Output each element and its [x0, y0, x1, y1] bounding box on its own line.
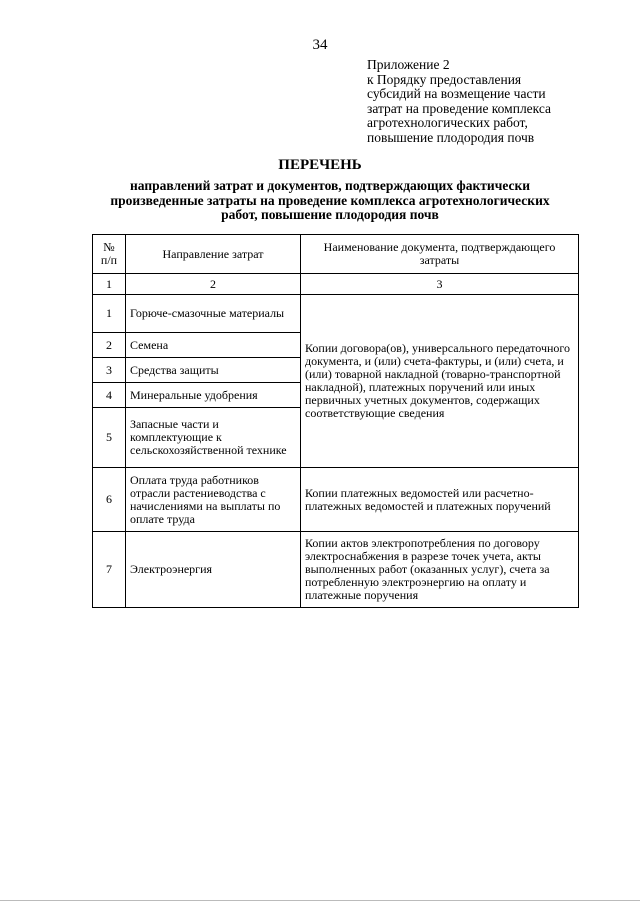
- table-row: [93, 468, 579, 532]
- row-direction: Минеральные удобрения: [126, 383, 301, 408]
- table-row: [93, 295, 579, 333]
- expense-document-table: [92, 234, 579, 608]
- row-direction: Оплата труда работников отрасли растениеводства с начислениями на выплаты по оплате труда: [126, 468, 301, 532]
- row-num: 2: [93, 333, 126, 358]
- row-num: 5: [93, 408, 126, 468]
- shared-document-cell: Копии договора(ов), универсального передаточного документа, и (или) счета-фактуры, и (или) счета, и (или) товарной накладной (товарно-транспортной накладной), платежных поручений или иных первичных учетных документов, содержащих соответствующие сведения: [301, 295, 579, 468]
- row-direction: Электроэнергия: [126, 532, 301, 608]
- table-index-row: [93, 274, 579, 295]
- table-row: [93, 532, 579, 608]
- row-document: Копии актов электропотребления по договору электроснабжения в разрезе точек учета, акты выполненных работ (оказанных услуг), счета за потребленную электроэнергию на оплату и платежные поручения: [301, 532, 579, 608]
- row-direction: Запасные части и комплектующие к сельскохозяйственной технике: [126, 408, 301, 468]
- header-num: № п/п: [93, 235, 126, 274]
- header-document: Наименование документа, подтверждающего затраты: [301, 235, 579, 274]
- document-title: ПЕРЕЧЕНЬ: [278, 157, 362, 173]
- row-direction: Горюче-смазочные материалы: [126, 295, 301, 333]
- table-header-row: [93, 235, 579, 274]
- row-direction: Средства защиты: [126, 358, 301, 383]
- header-direction: Направление затрат: [126, 235, 301, 274]
- index-cell: 1: [93, 274, 126, 295]
- document-subtitle: направлений затрат и документов, подтверждающих фактически произведенные затраты на проведение комплекса агротехнологических работ, повышение плодородия почв: [110, 178, 550, 222]
- index-cell: 3: [301, 274, 579, 295]
- page-number: 34: [312, 37, 328, 53]
- row-num: 1: [93, 295, 126, 333]
- row-num: 7: [93, 532, 126, 608]
- index-cell: 2: [126, 274, 301, 295]
- page-bottom-edge: [0, 900, 640, 901]
- appendix-reference: Приложение 2 к Порядку предоставления субсидий на возмещение части затрат на проведение комплекса агротехнологических работ, повышение плодородия почв: [367, 57, 552, 145]
- row-num: 4: [93, 383, 126, 408]
- row-direction: Семена: [126, 333, 301, 358]
- row-num: 6: [93, 468, 126, 532]
- row-num: 3: [93, 358, 126, 383]
- row-document: Копии платежных ведомостей или расчетно-платежных ведомостей и платежных поручений: [301, 468, 579, 532]
